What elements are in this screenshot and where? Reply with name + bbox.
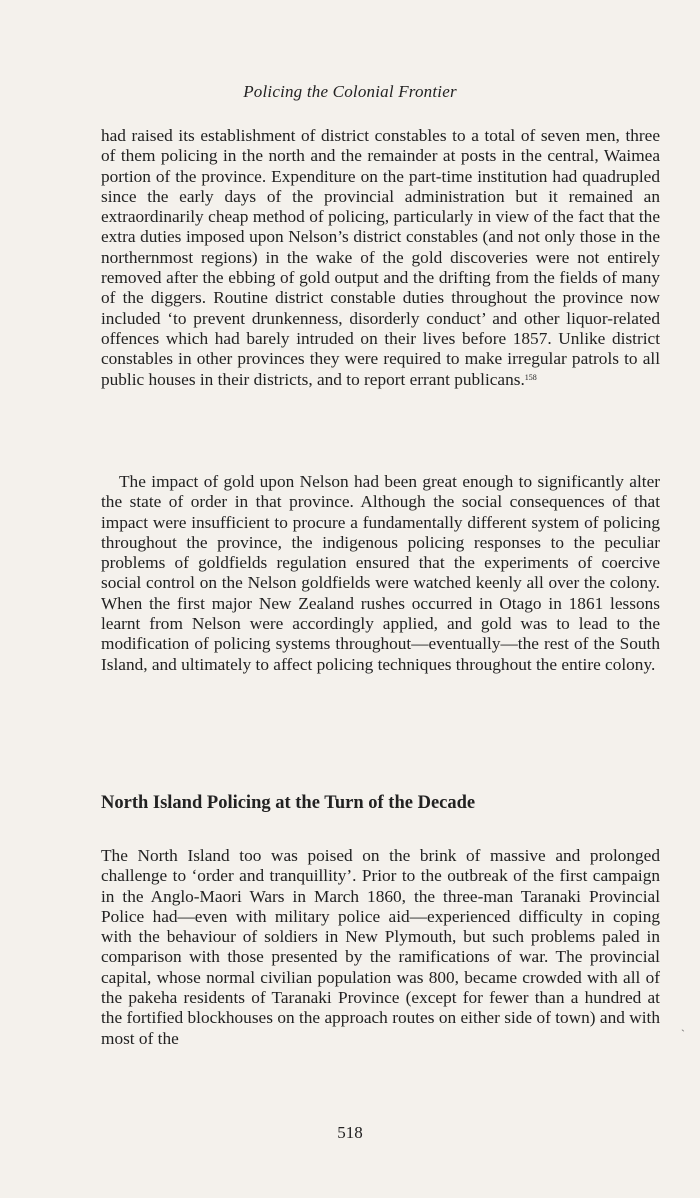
page-number: 518 [337, 1123, 363, 1142]
section-heading: North Island Policing at the Turn of the Decade [101, 793, 476, 813]
paragraph-1 [101, 126, 660, 390]
paragraph-3-text: The North Island too was poised on the brink of massive and prolonged challenge to ‘order and tranquillity’. Prior to the outbreak of the first campaign in the Anglo-Maori Wars in March 1860, the three-man Taranaki Provincial Police had—even with military police aid—experienced difficulty in coping with the behaviour of soldiers in New Plymouth, but such problems paled in comparison with those presented by the ramifications of war. The provincial capital, whose normal civilian population was 800, became crowded with all of the pakeha residents of Taranaki Province (except for fewer than a hundred at the fortified blockhouses on the approach routes on either side of town) and with most of the [101, 846, 660, 1048]
paragraph-1-text: had raised its establishment of district constables to a total of seven men, three of them policing in the north and the remainder at posts in the central, Waimea portion of the province. Expenditure on the part-time institution had quadrupled since the early days of the provincial administration but it remained an extraordinarily cheap method of policing, particularly in view of the fact that the extra duties imposed upon Nelson’s district constables (and not only those in the northernmost regions) in the wake of the gold discoveries were not entirely removed after the ebbing of gold output and the drifting from the fields of many of the diggers. Routine district constable duties throughout the province now included ‘to prevent drunkenness, disorderly conduct’ and other liquor-related offences which had barely intruded on their lives before 1857. Unlike district constables in other provinces they were required to make irregular patrols to all public houses in their districts, and to report errant publicans. [101, 126, 660, 389]
footnote-marker: 158 [524, 372, 537, 382]
paragraph-3 [101, 846, 660, 1049]
paragraph-2 [101, 472, 660, 675]
margin-mark: ` [681, 1027, 685, 1041]
running-head: Policing the Colonial Frontier [243, 82, 457, 101]
paragraph-2-text: The impact of gold upon Nelson had been great enough to significantly alter the state of order in that province. Although the social consequences of that impact were insufficient to procure a fundamentally different system of policing throughout the province, the indigenous policing responses to the peculiar problems of goldfields regulation ensured that the experiments of coercive social control on the Nelson goldfields were watched keenly all over the colony. When the first major New Zealand rushes occurred in Otago in 1861 lessons learnt from Nelson were accordingly applied, and gold was to lead to the modification of policing systems throughout—eventually—the rest of the South Island, and ultimately to affect policing techniques throughout the entire colony. [101, 472, 660, 674]
